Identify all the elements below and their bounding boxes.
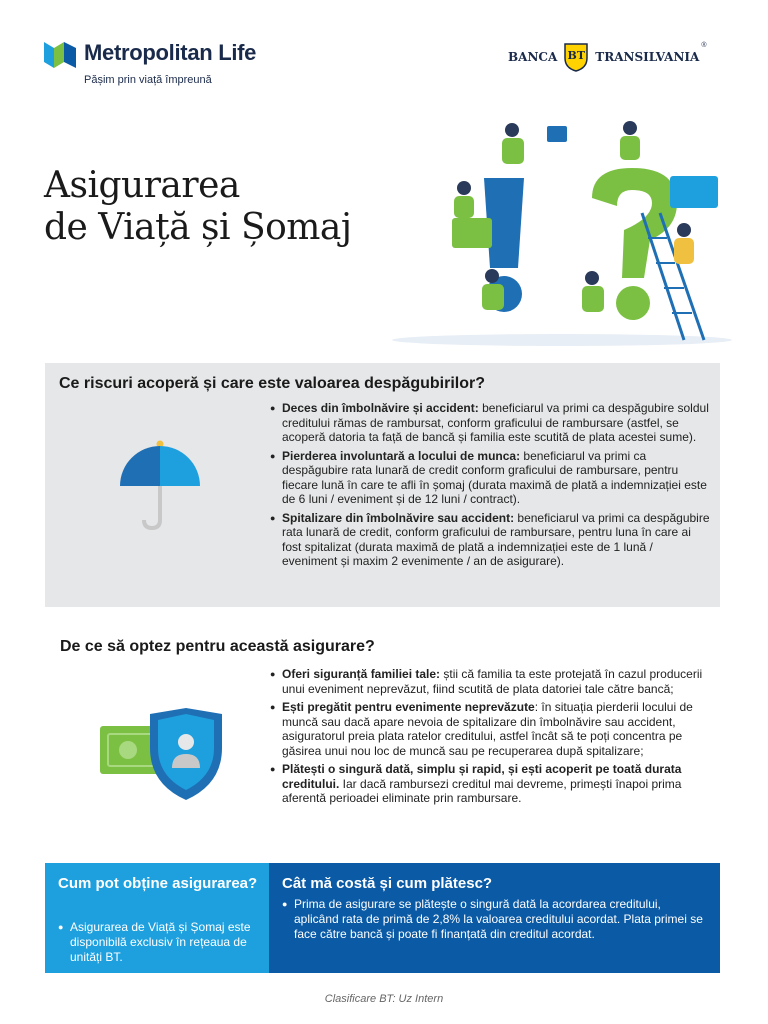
cost-text-wrap <box>282 897 707 942</box>
umbrella-icon <box>115 440 205 532</box>
why-heading: De ce să optez pentru această asigurare? <box>60 638 375 655</box>
bt-shield-icon <box>563 42 589 72</box>
risks-list <box>270 401 710 573</box>
list-item: ● Oferi siguranță familiei tale: știi că familia ta este protejată în cazul producerii unui eveniment neprevăzut, fiind scutită de plata datoriei tale către bancă; <box>270 667 720 696</box>
risks-heading: Ce riscuri acoperă și care este valoarea despăgubirilor? <box>59 375 485 392</box>
obtain-box <box>45 863 269 973</box>
page-title <box>44 165 352 249</box>
money-shield-icon <box>100 708 228 800</box>
registered-mark: ® <box>701 42 707 49</box>
title-line-1: Asigurarea <box>44 165 240 206</box>
title-line-2: de Viață și Șomaj <box>44 207 352 248</box>
obtain-text-wrap <box>58 920 263 965</box>
partner-right-word: TRANSILVANIA <box>595 50 700 64</box>
list-item: ● Spitalizare din îmbolnăvire sau accident: beneficiarul va primi ca despăgubire rata lunară de credit, conform graficului de rambursare, pentru luna în care ai fost spitalizat (durata maximă de plată a indemnizației este de 1 lună / eveniment și maxim 2 evenimente / an de asigurare). <box>270 511 710 569</box>
obtain-heading: Cum pot obține asigurarea? <box>58 875 258 892</box>
obtain-text: ● Asigurarea de Viață și Șomaj este disponibilă exclusiv în rețeaua de unități BT. <box>58 920 263 965</box>
brand-name: Metropolitan Life <box>84 40 257 65</box>
cost-heading: Cât mă costă și cum plătesc? <box>282 875 493 892</box>
why-list <box>270 667 720 810</box>
hero-illustration <box>392 118 732 350</box>
list-item: ● Deces din îmbolnăvire și accident: beneficiarul va primi ca despăgubire soldul creditului rămas de rambursat, conform graficului de rambursare (astfel, se acoperă datoria ta față de bancă și familia este scutită de plata acestei sume). <box>270 401 710 445</box>
list-item: ● Ești pregătit pentru evenimente neprevăzute: în situația pierderii locului de muncă sau dacă apare nevoia de spitalizare din îmbolnăvire sau accident, asiguratorul preia plata ratelor creditului, astfel încât să te poți concentra pe găsirea unui nou loc de muncă sau pe recuperarea după spitalizare; <box>270 700 720 758</box>
bt-mark: BT <box>567 49 586 62</box>
list-item: ● Pierderea involuntară a locului de munca: beneficiarul va primi ca despăgubire rata lunară de credit conform graficului de rambursare, pentru fiecare lună în care te afli în șomaj (durata maximă de plată a indemnizației este de 6 luni / eveniment și de 12 luni / contract). <box>270 449 710 507</box>
partner-left-word: BANCA <box>508 50 558 64</box>
cost-box <box>269 863 720 973</box>
classification-footer: Clasificare BT: Uz Intern <box>324 993 444 1005</box>
metropolitan-life-logo-icon <box>44 40 76 68</box>
brand-tagline: Pășim prin viață împreună <box>84 74 212 86</box>
banca-transilvania-logo <box>508 42 707 72</box>
list-item: ● Plătești o singură dată, simplu și rapid, și ești acoperit pe toată durata creditului. Iar dacă rambursezi creditul mai devreme, primești înapoi prima aferentă perioadei eliminate prin rambursare. <box>270 762 720 806</box>
cost-text: ● Prima de asigurare se plătește o singură dată la acordarea creditului, aplicând rata de primă de 2,8% la valoarea creditului acordat. Plata primei se face către bancă și poate fi finanțată din creditul acordat. <box>282 897 707 942</box>
